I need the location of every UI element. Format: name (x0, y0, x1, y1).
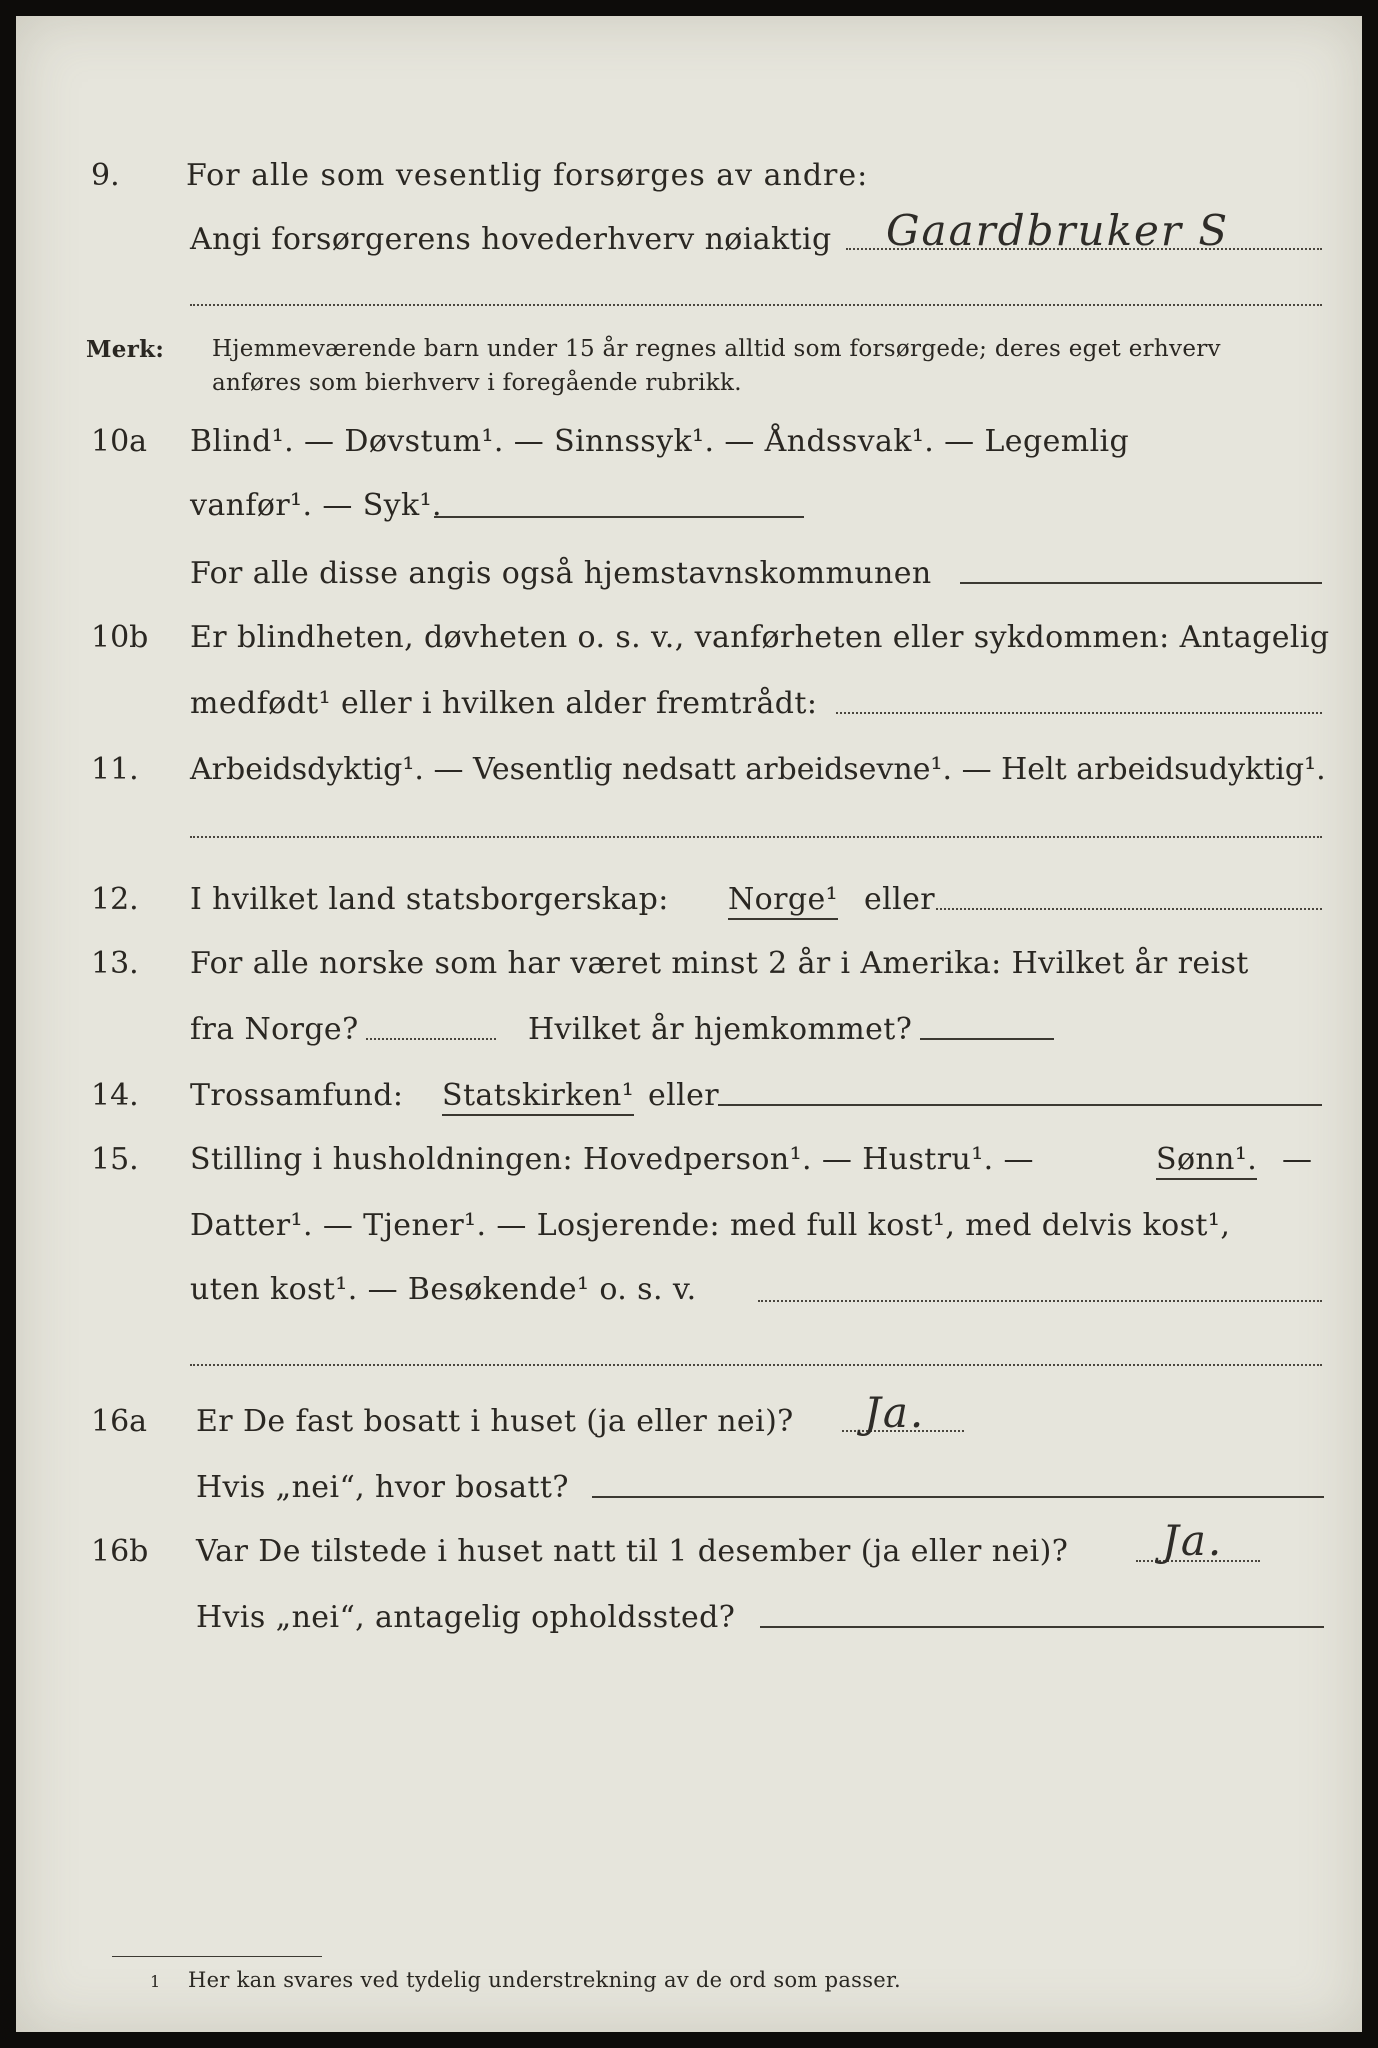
footnote-text: Her kan svares ved tydelig understrekning av de ord som passer. (188, 1968, 902, 1992)
q12-prefix: I hvilket land statsborgerskap: (190, 882, 669, 917)
q10a-line3: For alle disse angis også hjemstavnskommunen (190, 556, 932, 591)
q16a-line1: Er De fast bosatt i huset (ja eller nei)? (196, 1404, 794, 1439)
q13-line2a: fra Norge? (190, 1012, 359, 1047)
q9-line2: Angi forsørgerens hovederhverv nøiaktig (190, 222, 832, 257)
q13-line2b: Hvilket år hjemkommet? (528, 1012, 913, 1047)
q10a-line1: Blind¹. — Døvstum¹. — Sinnssyk¹. — Åndssvak¹. — Legemlig (190, 424, 1130, 459)
q10a-syk-line (434, 516, 804, 518)
q11-line1: Arbeidsdyktig¹. — Vesentlig nedsatt arbeidsevne¹. — Helt arbeidsudyktig¹. (190, 752, 1326, 787)
q16a-handwritten-answer: Ja. (864, 1388, 926, 1437)
footnote-mark: 1 (150, 1972, 161, 1991)
q11-number: 11. (91, 752, 139, 787)
merk-label: Merk: (86, 336, 165, 363)
q12-number: 12. (91, 882, 139, 917)
q9-extra-line (190, 304, 1322, 306)
q10a-number: 10a (91, 424, 148, 459)
q11-answer-line (190, 836, 1322, 838)
q9-line1: For alle som vesentlig forsørges av andre: (186, 158, 869, 193)
q10a-line2: vanfør¹. — Syk¹. (190, 488, 442, 523)
q14-suffix: eller (648, 1078, 720, 1113)
merk-line1: Hjemmeværende barn under 15 år regnes alltid som forsørgede; deres eget erhverv (212, 336, 1221, 362)
q16b-number: 16b (91, 1534, 149, 1569)
q15-line1a: Stilling i husholdningen: Hovedperson¹. — Hustru¹. — (190, 1142, 1034, 1177)
q15-answer-line (758, 1300, 1322, 1302)
q10a-kommune-line (960, 582, 1322, 584)
q16a-number: 16a (91, 1404, 148, 1439)
q10b-line1: Er blindheten, døvheten o. s. v., vanførheten eller sykdommen: Antagelig (190, 620, 1330, 655)
q16b-line2: Hvis „nei“, antagelig opholdssted? (196, 1600, 736, 1635)
q10b-line2: medfødt¹ eller i hvilken alder fremtrådt: (190, 686, 818, 721)
q15-line2: Datter¹. — Tjener¹. — Losjerende: med full kost¹, med delvis kost¹, (190, 1208, 1231, 1243)
q9-number: 9. (91, 158, 120, 193)
q15-number: 15. (91, 1142, 139, 1177)
q12-answer-line (936, 908, 1322, 910)
q12-suffix: eller (864, 882, 936, 917)
q14-answer-line (718, 1104, 1322, 1106)
q13-hjemkommet-line (920, 1038, 1054, 1040)
q12-norge-underlined: Norge¹ (728, 882, 838, 920)
q14-statskirken-underlined: Statskirken¹ (442, 1078, 634, 1116)
q9-handwritten-answer: Gaardbruker S (886, 206, 1230, 255)
q14-prefix: Trossamfund: (190, 1078, 404, 1113)
q13-reist-line (366, 1038, 496, 1040)
q16b-opholdssted-line (760, 1626, 1324, 1628)
q16b-handwritten-answer: Ja. (1162, 1516, 1224, 1565)
q16a-line2: Hvis „nei“, hvor bosatt? (196, 1470, 569, 1505)
q10b-number: 10b (91, 620, 149, 655)
q14-number: 14. (91, 1078, 139, 1113)
q16a-bosatt-line (592, 1496, 1324, 1498)
merk-line2: anføres som bierhverv i foregående rubrikk. (212, 370, 742, 396)
q15-line1b: — (1282, 1142, 1313, 1177)
q15-sonn-underlined: Sønn¹. (1156, 1142, 1257, 1180)
q15-extra-line (190, 1364, 1322, 1366)
q13-number: 13. (91, 946, 139, 981)
footnote-separator (112, 1956, 322, 1957)
q13-line1: For alle norske som har været minst 2 år i Amerika: Hvilket år reist (190, 946, 1249, 981)
q16b-line1: Var De tilstede i huset natt til 1 desember (ja eller nei)? (196, 1534, 1069, 1569)
census-form-page (16, 16, 1362, 2032)
q15-line3: uten kost¹. — Besøkende¹ o. s. v. (190, 1272, 697, 1307)
q10b-answer-line (836, 712, 1322, 714)
